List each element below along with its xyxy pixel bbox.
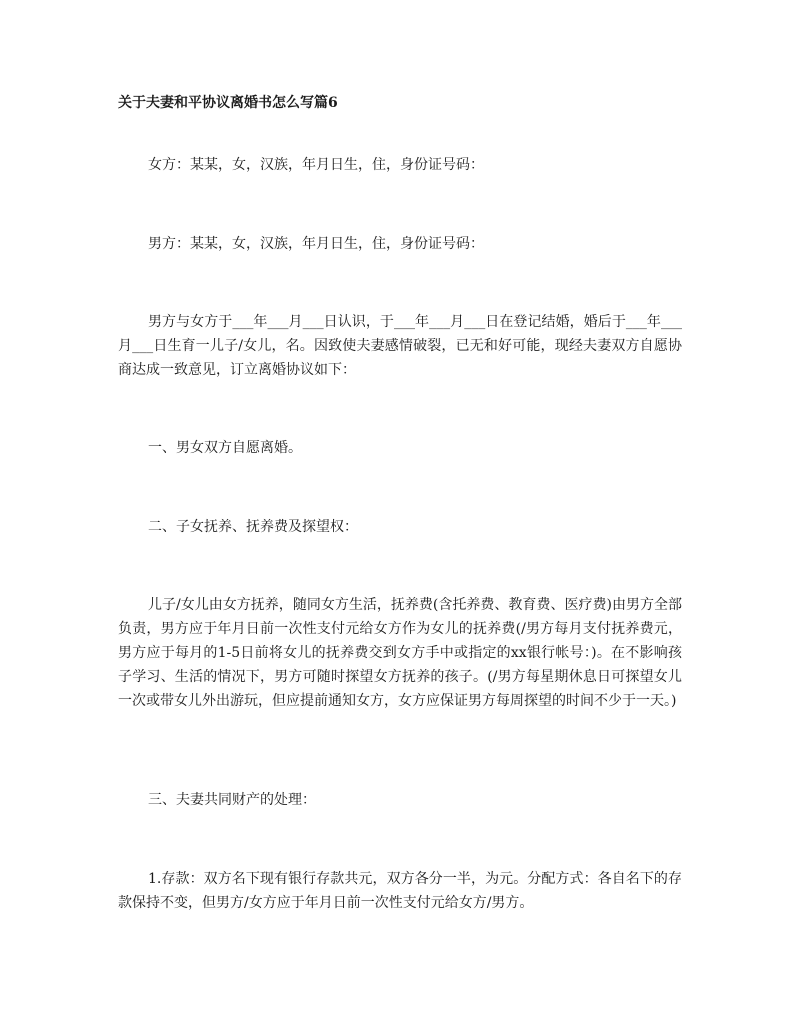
document-title: 关于夫妻和平协议离婚书怎么写篇6	[118, 95, 338, 111]
deposit-paragraph: 1.存款：双方名下现有银行存款共元，双方各分一半，为元。分配方式：各自名下的存款保持不变，但男方/女方应于年月日前一次性支付元给女方/男方。	[118, 871, 682, 911]
clause-2-heading: 二、子女抚养、抚养费及探望权：	[148, 519, 358, 535]
clause-1-heading: 一、男女双方自愿离婚。	[148, 440, 302, 456]
intro-paragraph: 男方与女方于___年___月___日认识，于___年___月___日在登记结婚，婚后于___年___月___日生育一儿子/女儿，名。因致使夫妻感情破裂，已无和好可能，现经夫妻双方自愿协商达成一致意见，订立离婚协议如下：	[118, 314, 682, 378]
female-party-paragraph: 女方：某某，女，汉族，年月日生，住，身份证号码：	[148, 157, 484, 173]
clause-3-heading: 三、夫妻共同财产的处理：	[148, 792, 316, 808]
male-party-paragraph: 男方：某某，女，汉族，年月日生，住，身份证号码：	[148, 236, 484, 252]
child-custody-paragraph: 儿子/女儿由女方抚养，随同女方生活，抚养费(含托养费、教育费、医疗费)由男方全部负责，男方应于年月日前一次性支付元给女方作为女儿的抚养费(/男方每月支付抚养费元，男方应于每月的1-5日前将女儿的抚养费交到女方手中或指定的xx银行帐号：)。在不影响孩子学习、生活的情况下，男方可随时探望女方抚养的孩子。(/男方每星期休息日可探望女儿一次或带女儿外出游玩，但应提前通知女方，女方应保证男方每周探望的时间不少于一天。)	[118, 597, 682, 709]
